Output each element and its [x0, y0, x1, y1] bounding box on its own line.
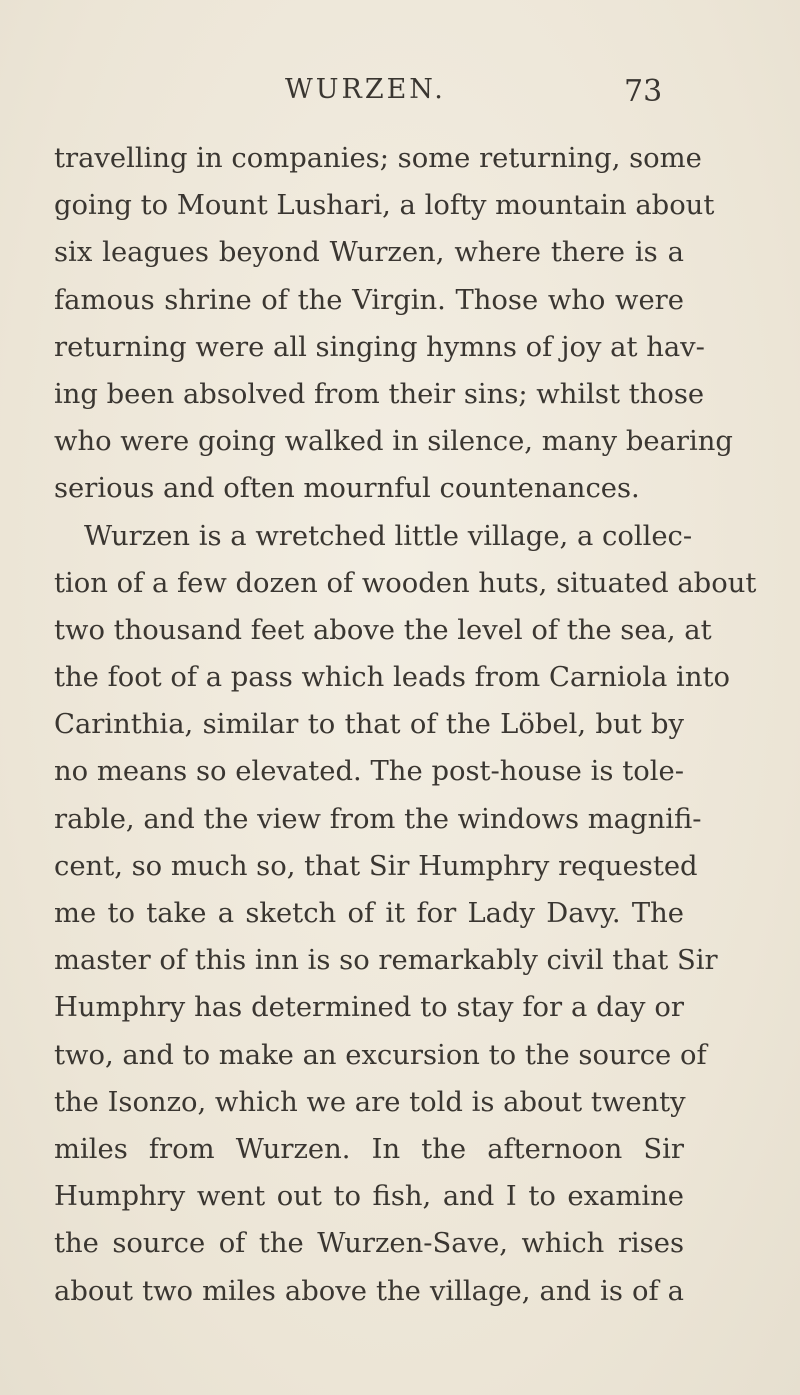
- text-line: going to Mount Lushari, a lofty mountain about: [54, 190, 715, 222]
- running-head: [0, 74, 800, 114]
- text-line: tion of a few dozen of wooden huts, situated about: [54, 567, 757, 599]
- text-line: famous shrine of the Virgin. Those who were: [54, 284, 684, 316]
- page-number: 73: [624, 74, 663, 109]
- running-head-title: WURZEN.: [285, 74, 446, 105]
- text-line: Carinthia, similar to that of the Löbel, but by: [54, 709, 684, 741]
- text-line: serious and often mournful countenances.: [54, 473, 640, 505]
- text-line: master of this inn is so remarkably civil that Sir: [54, 945, 718, 977]
- text-line: Humphry has determined to stay for a day or: [54, 992, 684, 1024]
- text-line: the foot of a pass which leads from Carniola into: [54, 662, 730, 694]
- text-line: cent, so much so, that Sir Humphry requested: [54, 850, 698, 882]
- text-line: the source of the Wurzen-Save, which rises: [54, 1228, 684, 1260]
- text-line: returning were all singing hymns of joy at hav-: [54, 331, 705, 363]
- text-line: no means so elevated. The post-house is tole-: [54, 756, 684, 788]
- text-line: two, and to make an excursion to the source of: [54, 1039, 707, 1071]
- text-line: ing been absolved from their sins; whilst those: [54, 378, 705, 410]
- text-line: Humphry went out to fish, and I to examine: [54, 1181, 684, 1213]
- text-line: rable, and the view from the windows magnifi-: [54, 803, 702, 835]
- body-text: [54, 135, 757, 1315]
- text-line: me to take a sketch of it for Lady Davy. The: [54, 898, 684, 929]
- text-line: who were going walked in silence, many bearing: [54, 426, 733, 458]
- paragraph-first-line: Wurzen is a wretched little village, a collec-: [84, 520, 693, 552]
- text-line: two thousand feet above the level of the sea, at: [54, 614, 712, 646]
- text-line: travelling in companies; some returning, some: [54, 143, 702, 174]
- text-line: about two miles above the village, and is of a: [54, 1275, 684, 1307]
- text-line: six leagues beyond Wurzen, where there is a: [54, 237, 684, 269]
- text-line: miles from Wurzen. In the afternoon Sir: [54, 1133, 684, 1165]
- text-line: the Isonzo, which we are told is about twenty: [54, 1086, 686, 1118]
